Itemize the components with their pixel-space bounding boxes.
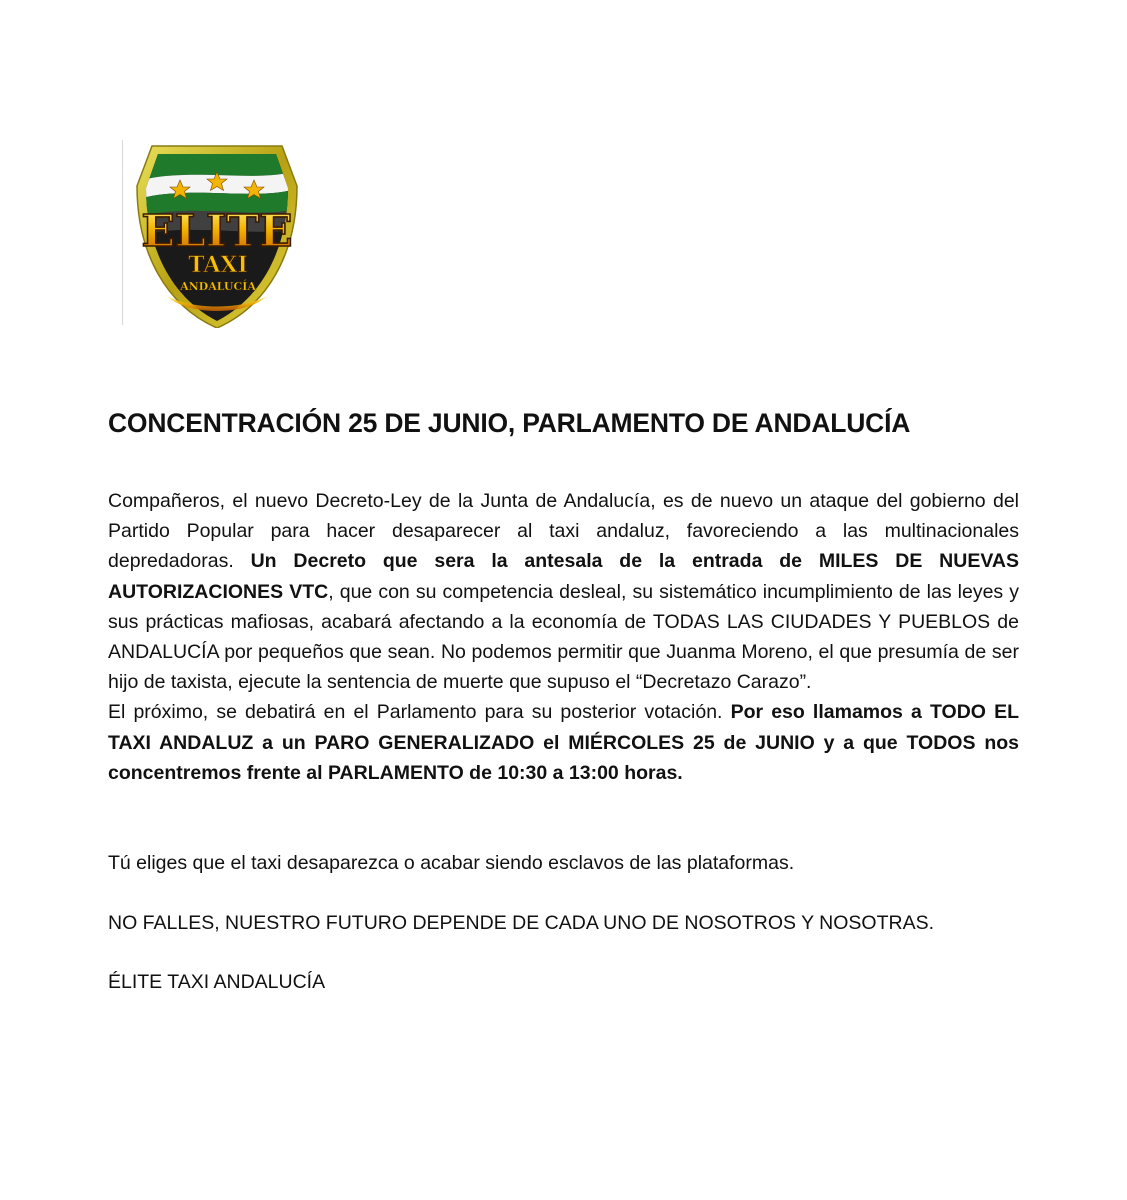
paragraph-strike-call <box>108 697 1019 788</box>
document-title: CONCENTRACIÓN 25 DE JUNIO, PARLAMENTO DE ANDALUCÍA <box>108 408 911 438</box>
paragraph-strike-bold: Por eso llamamos a TODO EL TAXI ANDALUZ a un PARO GENERALIZADO el MIÉRCOLES 25 de JUNIO y a que TODOS nos concentremos frente al PARLAMENTO de 10:30 a 13:00 horas. <box>108 701 1019 784</box>
logo-elite-text: ELITE <box>141 206 293 257</box>
shield-logo-icon <box>122 138 312 328</box>
paragraph-strike-intro: El próximo, se debatirá en el Parlamento para su posterior votación. <box>108 701 731 724</box>
paragraph-no-falles: NO FALLES, NUESTRO FUTURO DEPENDE DE CADA UNO DE NOSOTROS Y NOSOTRAS. <box>108 912 935 934</box>
main-body <box>108 486 1019 788</box>
signature: ÉLITE TAXI ANDALUCÍA <box>108 971 326 993</box>
elite-taxi-andalucia-logo <box>122 138 312 328</box>
paragraph-decree-intro: Compañeros, el nuevo Decreto-Ley de la Junta de Andalucía, es de nuevo un ataque del gobierno del Partido Popular para hacer desaparecer al taxi andaluz, favoreciendo a las multinacionales depredadoras. <box>108 490 1019 573</box>
logo-andalucia-text: ANDALUCÍA <box>180 280 256 293</box>
paragraph-decree-rest: , que con su competencia desleal, su sistemático incumplimiento de las leyes y sus prácticas mafiosas, acabará afectando a la economía de TODAS LAS CIUDADES Y PUEBLOS de ANDALUCÍA por pequeños que sean. No podemos permitir que Juanma Moreno, el que presumía de ser hijo de taxista, ejecute la sentencia de muerte que supuso el “Decretazo Carazo”. <box>108 580 1019 694</box>
paragraph-decree-bold: Un Decreto que sera la antesala de la entrada de MILES DE NUEVAS AUTORIZACIONES VTC <box>108 550 1019 603</box>
paragraph-choice: Tú eliges que el taxi desaparezca o acabar siendo esclavos de las plataformas. <box>108 852 795 874</box>
paragraph-decree <box>108 486 1019 697</box>
logo-taxi-text: TAXI <box>188 252 248 278</box>
